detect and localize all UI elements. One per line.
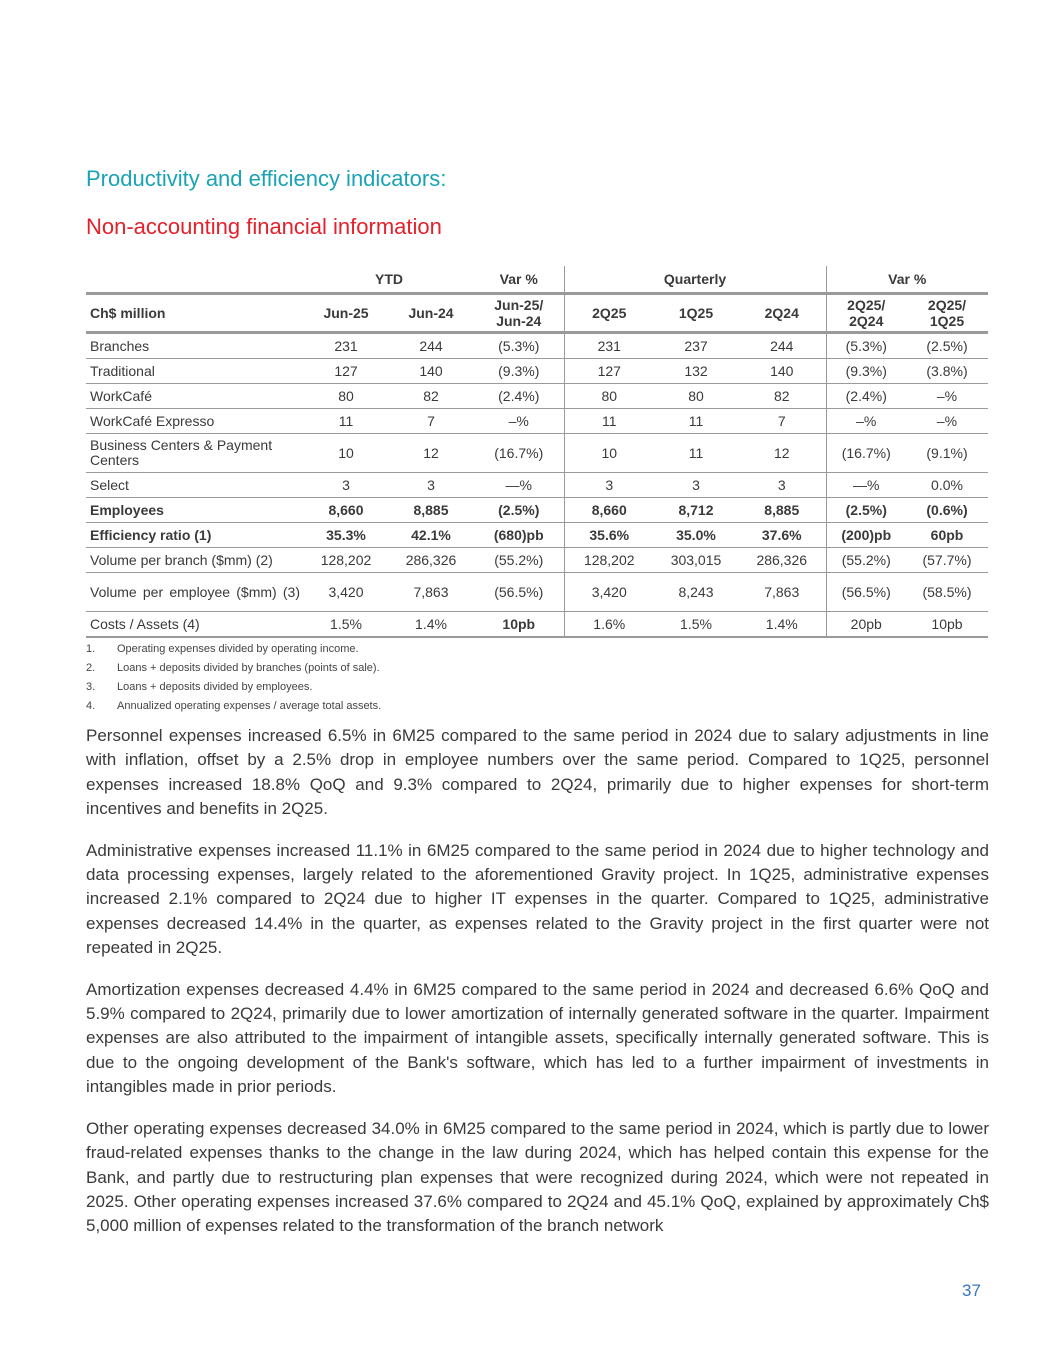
footnote: 4. Annualized operating expenses / average total assets. <box>86 700 382 712</box>
footnote: 2. Loans + deposits divided by branches (points of sale). <box>86 662 380 674</box>
cell: 244 <box>738 333 826 359</box>
cell: 3 <box>304 473 388 498</box>
group-header-row <box>86 266 988 294</box>
cell: 8,660 <box>564 498 654 523</box>
col-header-label: Ch$ million <box>86 294 304 333</box>
cell: 128,202 <box>564 548 654 573</box>
cell: 3 <box>654 473 738 498</box>
col-header-jun24: Jun-24 <box>388 294 474 333</box>
cell: 7,863 <box>738 573 826 612</box>
efficiency-indicators-table <box>86 266 988 638</box>
cell: 80 <box>654 384 738 409</box>
section-title: Productivity and efficiency indicators: <box>86 166 447 191</box>
cell: 1.4% <box>738 612 826 638</box>
cell: 7,863 <box>388 573 474 612</box>
table-row <box>86 409 988 434</box>
paragraph-administrative: Administrative expenses increased 11.1% in 6M25 compared to the same period in 2024 due to higher technology and data processing expenses, largely related to the aforementioned Gravity project. In 1Q25, administrative expenses increased 2.1% compared to 2Q24 due to higher IT expenses in the quarter. Compared to 1Q25, administrative expenses decreased 14.4% in the quarter, as expenses related to the Gravity project in the first quarter were not repeated in 2Q25. <box>86 840 989 958</box>
cell: 286,326 <box>388 548 474 573</box>
cell: (56.5%) <box>826 573 906 612</box>
col-header-1q25: 1Q25 <box>654 294 738 333</box>
cell: (16.7%) <box>826 434 906 473</box>
cell: 35.0% <box>654 523 738 548</box>
col-header-2q25: 2Q25 <box>564 294 654 333</box>
cell: 42.1% <box>388 523 474 548</box>
cell: 8,243 <box>654 573 738 612</box>
cell: (55.2%) <box>474 548 564 573</box>
col-header-var-qoq: 2Q25/ 1Q25 <box>906 294 988 333</box>
cell: 10 <box>564 434 654 473</box>
cell: 8,712 <box>654 498 738 523</box>
cell: 128,202 <box>304 548 388 573</box>
cell: 3 <box>564 473 654 498</box>
table-row <box>86 333 988 359</box>
cell: (2.5%) <box>826 498 906 523</box>
cell: 7 <box>738 409 826 434</box>
cell: 20pb <box>826 612 906 638</box>
table-row <box>86 434 988 473</box>
row-label: Traditional <box>86 359 304 384</box>
cell: (9.3%) <box>474 359 564 384</box>
cell: 140 <box>388 359 474 384</box>
cell: 11 <box>304 409 388 434</box>
cell: –% <box>474 409 564 434</box>
cell: 11 <box>654 434 738 473</box>
cell: (200)pb <box>826 523 906 548</box>
row-label: Efficiency ratio (1) <box>86 523 304 548</box>
table-row <box>86 612 988 638</box>
row-label: WorkCafé Expresso <box>86 409 304 434</box>
table-row <box>86 498 988 523</box>
cell: 11 <box>564 409 654 434</box>
cell: 0.0% <box>906 473 988 498</box>
cell: —% <box>826 473 906 498</box>
table-row <box>86 359 988 384</box>
cell: 1.4% <box>388 612 474 638</box>
cell: —% <box>474 473 564 498</box>
cell: 244 <box>388 333 474 359</box>
col-header-var-ytd: Jun-25/ Jun-24 <box>474 294 564 333</box>
cell: 60pb <box>906 523 988 548</box>
footnote: 3. Loans + deposits divided by employees. <box>86 681 313 693</box>
col-header-2q24: 2Q24 <box>738 294 826 333</box>
cell: 8,885 <box>388 498 474 523</box>
row-label: Volume per branch ($mm) (2) <box>86 548 304 573</box>
row-label: Costs / Assets (4) <box>86 612 304 638</box>
cell: (9.1%) <box>906 434 988 473</box>
paragraph-personnel: Personnel expenses increased 6.5% in 6M25 compared to the same period in 2024 due to salary adjustments in line with inflation, offset by a 2.5% drop in employee numbers over the same period. Compared to 1Q25, personnel expenses increased 18.8% QoQ and 9.3% compared to 2Q24, primarily due to higher expenses for short-term incentives and benefits in 2Q25. <box>86 726 989 819</box>
paragraph-other-operating: Other operating expenses decreased 34.0% in 6M25 compared to the same period in 2024, which is partly due to lower fraud-related expenses thanks to the change in the law during 2024, which has helped contain this expense for the Bank, and partly due to restructuring plan expenses that were recognized during 2024, which were not repeated in 2025. Other operating expenses increased 37.6% compared to 2Q24 and 45.1% QoQ, explained by approximately Ch$ 5,000 million of expenses related to the transformation of the branch network <box>86 1118 989 1236</box>
row-label: Branches <box>86 333 304 359</box>
col-header-var-yoy: 2Q25/ 2Q24 <box>826 294 906 333</box>
cell: (5.3%) <box>474 333 564 359</box>
row-label: Select <box>86 473 304 498</box>
cell: (2.5%) <box>906 333 988 359</box>
col-header-jun25: Jun-25 <box>304 294 388 333</box>
cell: 3,420 <box>304 573 388 612</box>
cell: –% <box>906 409 988 434</box>
cell: 3 <box>738 473 826 498</box>
cell: 7 <box>388 409 474 434</box>
column-header-row <box>86 294 988 333</box>
cell: (9.3%) <box>826 359 906 384</box>
cell: 231 <box>304 333 388 359</box>
cell: 10 <box>304 434 388 473</box>
cell: (55.2%) <box>826 548 906 573</box>
cell: (58.5%) <box>906 573 988 612</box>
body-text <box>86 724 989 1256</box>
cell: 80 <box>304 384 388 409</box>
cell: (16.7%) <box>474 434 564 473</box>
cell: 8,660 <box>304 498 388 523</box>
cell: (56.5%) <box>474 573 564 612</box>
cell: 11 <box>654 409 738 434</box>
footnotes <box>86 640 381 716</box>
table-row <box>86 548 988 573</box>
cell: 3 <box>388 473 474 498</box>
cell: 35.6% <box>564 523 654 548</box>
cell: (680)pb <box>474 523 564 548</box>
cell: 231 <box>564 333 654 359</box>
cell: 1.5% <box>304 612 388 638</box>
cell: 1.5% <box>654 612 738 638</box>
cell: 3,420 <box>564 573 654 612</box>
subsection-title: Non-accounting financial information <box>86 214 442 239</box>
paragraph-amortization: Amortization expenses decreased 4.4% in 6M25 compared to the same period in 2024 and decreased 6.6% QoQ and 5.9% compared to 2Q24, primarily due to lower amortization of internally generated software in the quarter. Impairment expenses are also attributed to the impairment of intangible assets, specifically internally generated software. This is due to the ongoing development of the Bank's software, which has led to a further impairment of investments in intangibles made in prior periods. <box>86 979 989 1097</box>
table-row <box>86 473 988 498</box>
cell: 237 <box>654 333 738 359</box>
footnote: 1. Operating expenses divided by operating income. <box>86 643 359 655</box>
cell: (5.3%) <box>826 333 906 359</box>
cell: –% <box>906 384 988 409</box>
cell: 82 <box>738 384 826 409</box>
cell: 35.3% <box>304 523 388 548</box>
cell: 37.6% <box>738 523 826 548</box>
row-label: Employees <box>86 498 304 523</box>
group-ytd: YTD <box>375 271 403 287</box>
cell: 12 <box>388 434 474 473</box>
group-var-ytd: Var % <box>499 271 538 287</box>
row-label: Volume per employee ($mm) (3) <box>86 573 304 612</box>
cell: 10pb <box>474 612 564 638</box>
cell: 127 <box>304 359 388 384</box>
cell: 303,015 <box>654 548 738 573</box>
cell: (57.7%) <box>906 548 988 573</box>
cell: 12 <box>738 434 826 473</box>
cell: (0.6%) <box>906 498 988 523</box>
cell: 82 <box>388 384 474 409</box>
cell: 140 <box>738 359 826 384</box>
cell: 127 <box>564 359 654 384</box>
cell: 286,326 <box>738 548 826 573</box>
cell: 132 <box>654 359 738 384</box>
cell: 1.6% <box>564 612 654 638</box>
group-quarterly: Quarterly <box>564 266 826 294</box>
table-row <box>86 384 988 409</box>
cell: 80 <box>564 384 654 409</box>
table-row <box>86 573 988 612</box>
table-row <box>86 523 988 548</box>
row-label: WorkCafé <box>86 384 304 409</box>
cell: –% <box>826 409 906 434</box>
cell: (2.4%) <box>474 384 564 409</box>
row-label: Business Centers & Payment Centers <box>86 434 304 473</box>
page-number: 37 <box>962 1281 981 1300</box>
cell: (3.8%) <box>906 359 988 384</box>
group-var-quarterly: Var % <box>826 266 988 294</box>
cell: (2.4%) <box>826 384 906 409</box>
cell: 10pb <box>906 612 988 638</box>
cell: 8,885 <box>738 498 826 523</box>
cell: (2.5%) <box>474 498 564 523</box>
